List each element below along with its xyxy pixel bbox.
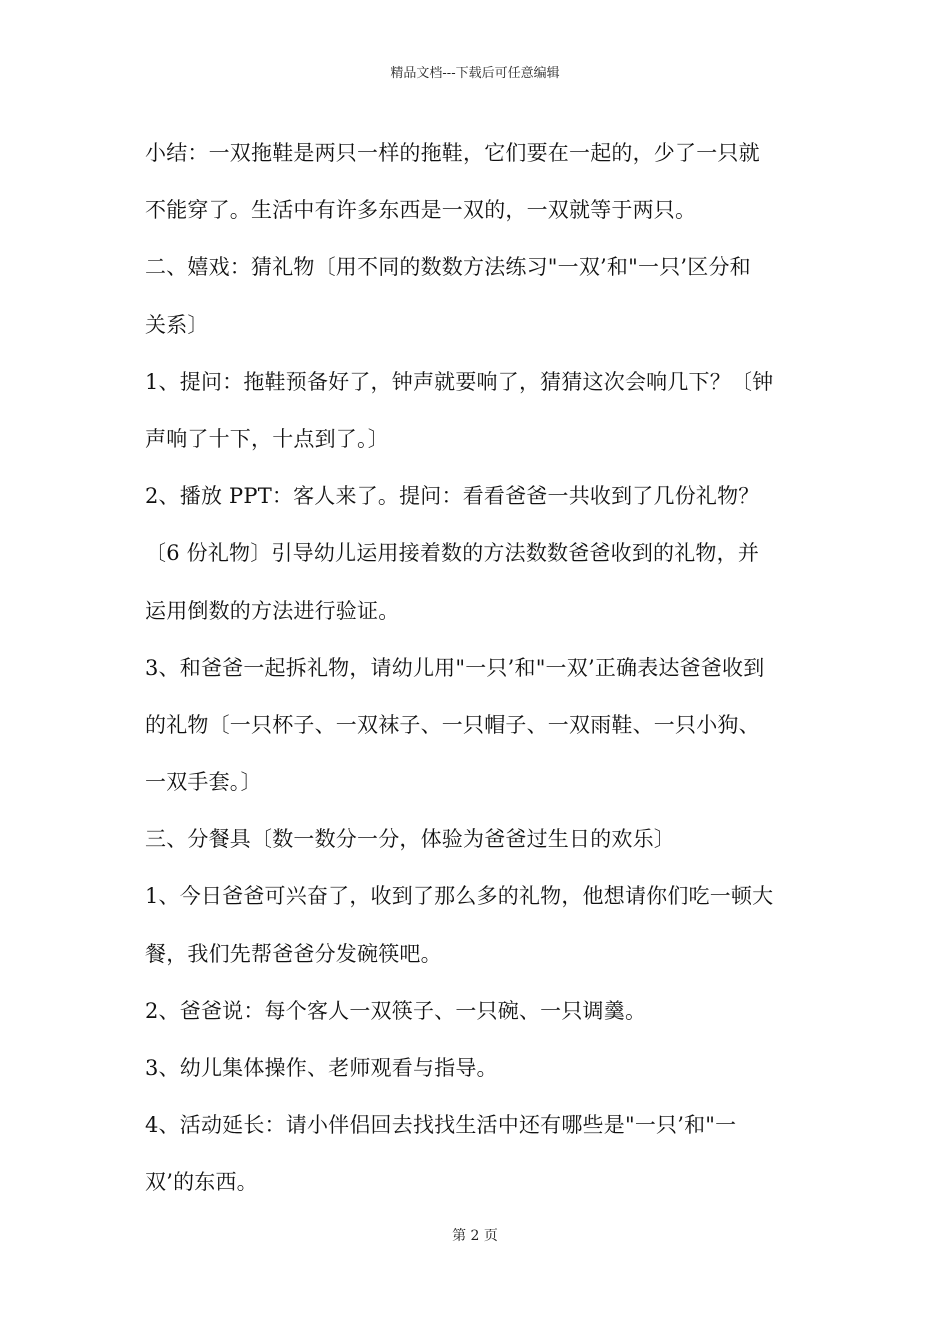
text-line: 关系〕: [145, 312, 209, 337]
text-line: 1、今日爸爸可兴奋了，收到了那么多的礼物，他想请你们吃一顿大: [145, 884, 774, 909]
text-line: 二、嬉戏：猜礼物〔用不同的数数方法练习"一双’和"一只’区分和: [145, 255, 751, 280]
page-header: 精品文档---下载后可任意编辑: [390, 66, 560, 81]
text-line: 声响了十下，十点到了。〕: [145, 426, 389, 451]
text-line: 三、分餐具〔数一数分一分，体验为爸爸过生日的欢乐〕: [145, 827, 675, 852]
text-line: 一双手套。〕: [145, 770, 262, 795]
text-line: 不能穿了。生活中有许多东西是一双的，一双就等于两只。: [145, 198, 697, 223]
text-line: 的礼物〔一只杯子、一双袜子、一只帽子、一双雨鞋、一只小狗、: [145, 712, 760, 737]
text-line: 4、活动延长：请小伴侣回去找找生活中还有哪些是"一只’和"一: [145, 1113, 737, 1138]
text-line: 1、提问：拖鞋预备好了，钟声就要响了，猜猜这次会响几下？〔钟: [145, 369, 774, 394]
text-line: 小结：一双拖鞋是两只一样的拖鞋，它们要在一起的，少了一只就: [145, 141, 760, 165]
text-line: 2、爸爸说：每个客人一双筷子、一只碗、一只调羹。: [145, 998, 647, 1023]
text-line: 3、幼儿集体操作、老师观看与指导。: [145, 1056, 498, 1080]
text-line: 2、播放 PPT：客人来了。提问：看看爸爸一共收到了几份礼物？: [145, 484, 760, 509]
text-line: 餐，我们先帮爸爸分发碗筷吧。: [145, 941, 442, 966]
page-number: 第 2 页: [452, 1228, 498, 1244]
text-line: 运用倒数的方法进行验证。: [145, 598, 400, 623]
text-line: 双’的东西。: [145, 1170, 258, 1195]
document-body: [145, 125, 810, 1212]
text-line: 3、和爸爸一起拆礼物，请幼儿用"一只’和"一双’正确表达爸爸收到: [145, 655, 765, 680]
text-line: 〔6 份礼物〕引导幼儿运用接着数的方法数数爸爸收到的礼物，并: [145, 541, 760, 566]
